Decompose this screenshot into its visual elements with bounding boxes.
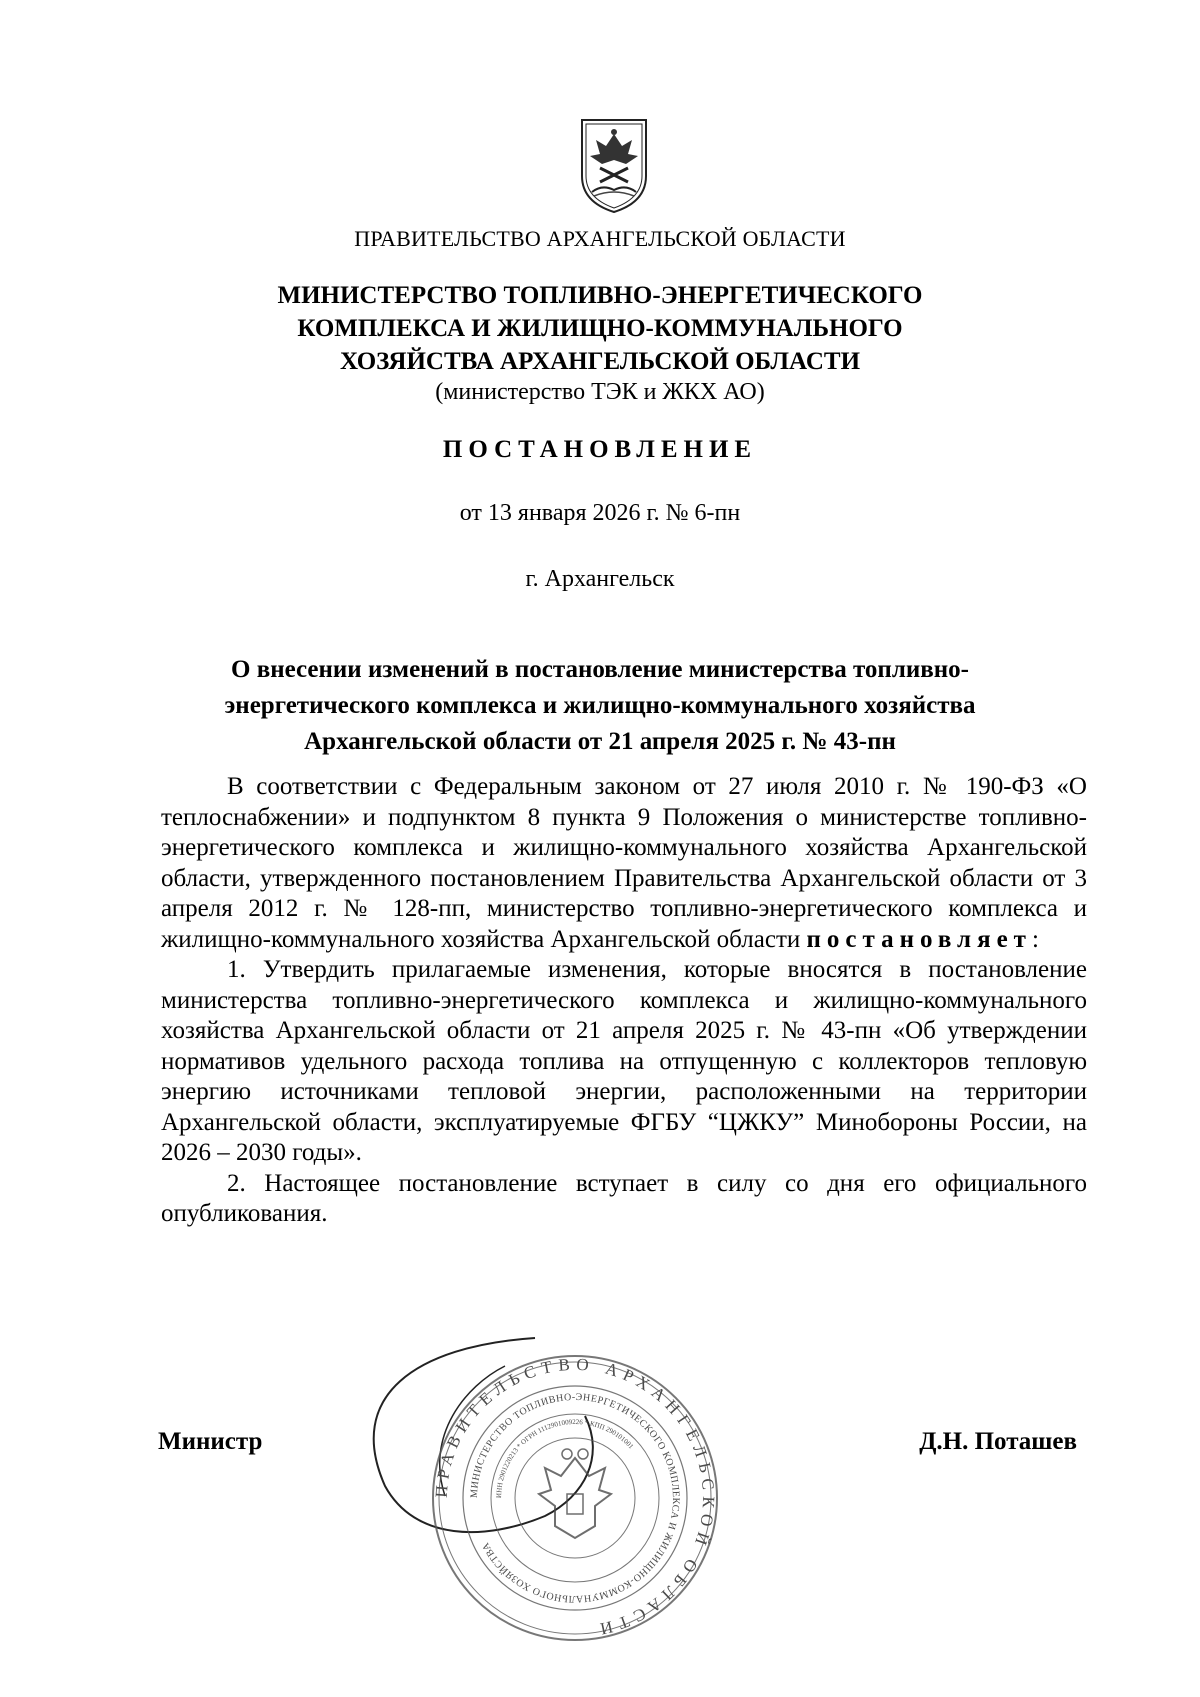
seal-inner-text: МИНИСТЕРСТВО ТОПЛИВНО-ЭНЕРГЕТИЧЕСКОГО КОМПЛЕКСА И ЖИЛИЩНО-КОММУНАЛЬНОГО ХОЗЯЙСТВА [468, 1391, 682, 1605]
seal-code-text: ИНН 2901220213 * ОГРН 1112901009226 * КПП 290101001 [494, 1417, 636, 1499]
ministry-line-1: МИНИСТЕРСТВО ТОПЛИВНО-ЭНЕРГЕТИЧЕСКОГО [277, 282, 923, 309]
document-body [161, 772, 1087, 1230]
item-2-paragraph: 2. Настоящее постановление вступает в силу со дня его официального опубликования. [161, 1169, 1087, 1227]
government-name: ПРАВИТЕЛЬСТВО АРХАНГЕЛЬСКОЙ ОБЛАСТИ [354, 226, 846, 251]
decree-word: постановляет [806, 925, 1032, 953]
title-line-3: Архангельской области от 21 апреля 2025 г. № 43-пн [304, 728, 896, 755]
document-city: г. Архангельск [525, 566, 675, 592]
document-type: ПОСТАНОВЛЕНИЕ [442, 436, 758, 463]
ministry-name [0, 279, 1200, 378]
preamble-text: В соответствии с Федеральным законом от 27 июля 2010 г. № 190-ФЗ «О теплоснабжении» и подпунктом 8 пункта 9 Положения о министерстве топливно-энергетического комплекса и жилищно-коммунального хозяйства Архангельской области, утвержденного постановлением Правительства Архангельской области от 3 апреля 2012 г. № 128-пп, министерство топливно-энергетического комплекса и жилищно-коммунального хозяйства Архангельской области [161, 773, 1087, 953]
title-line-2: энергетического комплекса и жилищно-коммунального хозяйства [224, 692, 976, 719]
ministry-line-2: КОМПЛЕКСА И ЖИЛИЩНО-КОММУНАЛЬНОГО [297, 315, 903, 342]
decree-colon: : [1031, 925, 1039, 953]
ministry-abbreviation: (министерство ТЭК и ЖКХ АО) [435, 379, 765, 405]
item-1-paragraph: 1. Утвердить прилагаемые изменения, которые вносятся в постановление министерства топливно-энергетического комплекса и жилищно-коммунального хозяйства Архангельской области от 21 апреля 2025 г. № 43-пн «Об утверждении нормативов удельного расхода топлива на отпущенную с коллекторов тепловую энергию источниками тепловой энергии, расположенными на территории Архангельской области, эксплуатируемые ФГБУ “ЦЖКУ” Минобороны России, на 2026 – 2030 годы». [161, 956, 1087, 1166]
signature-role: Министр [158, 1428, 263, 1455]
official-seal-icon [355, 1326, 755, 1646]
coat-of-arms-icon [576, 116, 652, 214]
signature-name: Д.Н. Поташев [919, 1428, 1077, 1455]
title-line-1: О внесении изменений в постановление министерства топливно- [231, 656, 969, 683]
document-title [0, 652, 1200, 760]
preamble-paragraph [161, 772, 1087, 955]
ministry-line-3: ХОЗЯЙСТВА АРХАНГЕЛЬСКОЙ ОБЛАСТИ [339, 348, 861, 375]
seal-outer-text: ПРАВИТЕЛЬСТВО АРХАНГЕЛЬСКОЙ ОБЛАСТИ [431, 1354, 719, 1640]
document-date-number: от 13 января 2026 г. № 6-пн [459, 500, 741, 526]
